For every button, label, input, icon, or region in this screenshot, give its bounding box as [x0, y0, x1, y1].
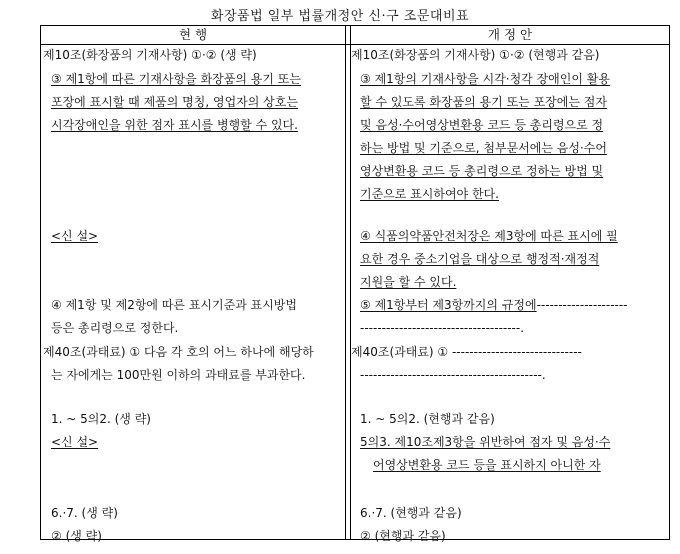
proposed-column: [351, 45, 669, 543]
paragraph-3-line: 할 수 있도록 화장품의 용기 또는 포장에는 점자: [360, 95, 607, 109]
paragraph-4-line: ④ 식품의약품안전처장은 제3항에 따른 표시에 필: [360, 229, 618, 243]
page-title: 화장품법 일부 법률개정안 신·구 조문대비표: [210, 9, 470, 24]
item-5-3-line: 어영상변환용 코드 등을 표시하지 아니한 자: [373, 458, 601, 472]
header-proposed: 개 정 안: [487, 27, 533, 42]
new-provision-marker: <신 설>: [51, 229, 99, 243]
paragraph-5-line: -------------------------------------.: [360, 321, 525, 335]
column-divider: [345, 26, 346, 539]
paragraph-3-line: 하는 방법 및 기준으로, 첨부문서에는 음성·수어: [360, 141, 607, 155]
items-line: 1. ~ 5의2. (현행과 같음): [360, 412, 495, 426]
new-provision-marker: <신 설>: [51, 435, 99, 449]
article-10-heading: 제10조(화장품의 기재사항) ①·② (현행과 같음): [351, 48, 600, 62]
paragraph-5-line: [360, 297, 628, 313]
paragraph-3-line: ③ 제1항에 따른 기재사항을 화장품의 용기 또는: [51, 72, 301, 86]
table-header: [41, 26, 669, 45]
paragraph-4-line: 등은 총리령으로 정한다.: [51, 321, 179, 335]
paragraph-5-amended: ⑤ 제1항부터 제3항까지의 규정에: [360, 298, 537, 312]
paragraph-4-line: 지원을 할 수 있다.: [360, 275, 457, 289]
paragraph-2-line: ② (생 략): [51, 529, 102, 543]
paragraph-4-line: ④ 제1항 및 제2항에 따른 표시기준과 표시방법: [51, 298, 297, 312]
comparison-table: [40, 25, 670, 543]
current-column: [41, 45, 345, 543]
paragraph-3-line: ③ 제1항의 기재사항을 시각·청각 장애인이 활용: [360, 72, 610, 86]
paragraph-3-line: 포장에 표시할 때 제품의 명칭, 영업자의 상호는: [51, 95, 298, 109]
items-line: 6.·7. (생 략): [51, 506, 118, 520]
paragraph-3-line: 및 음성·수어영상변환용 코드 등 총리령으로 정: [360, 118, 604, 132]
paragraph-3-line: 기준으로 표시하여야 한다.: [360, 187, 499, 201]
article-40-line: 제40조(과태료) ① 다음 각 호의 어느 하나에 해당하: [43, 345, 314, 359]
paragraph-3-line: 영상변환용 코드 등 총리령으로 정하는 방법 및: [360, 164, 604, 178]
items-line: 1. ~ 5의2. (생 략): [51, 412, 151, 426]
header-current: 현 행: [178, 27, 208, 42]
article-40-line: ------------------------------------------.: [360, 368, 546, 382]
paragraph-3-line: 시각장애인을 위한 점자 표시를 병행할 수 있다.: [51, 118, 298, 132]
paragraph-5-dashes: ---------------------: [536, 298, 628, 312]
article-40-line: 는 자에게는 100만원 이하의 과태료를 부과한다.: [51, 368, 306, 382]
article-10-heading: 제10조(화장품의 기재사항) ①·② (생 략): [43, 48, 257, 62]
item-5-3-line: 5의3. 제10조제3항을 위반하여 점자 및 음성·수: [360, 435, 611, 449]
paragraph-2-line: ② (현행과 같음): [360, 529, 446, 543]
paragraph-4-line: 요한 경우 중소기업을 대상으로 행정적·재정적: [360, 252, 600, 266]
article-40-line: 제40조(과태료) ① ------------------------------: [351, 345, 582, 359]
items-line: 6.·7. (현행과 같음): [360, 506, 462, 520]
